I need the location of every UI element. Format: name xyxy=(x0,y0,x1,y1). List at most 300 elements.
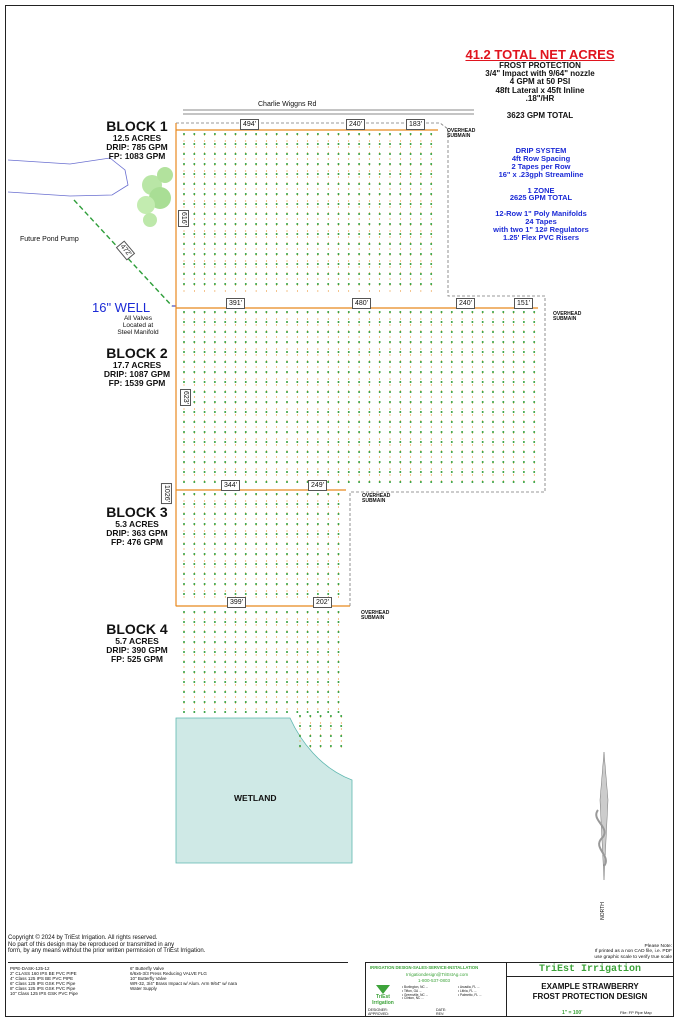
sprinkler-head xyxy=(441,441,443,443)
manifold-line: with two 1" 12# Regulators xyxy=(493,225,589,234)
sprinkler-head xyxy=(410,381,412,383)
sprinkler-head xyxy=(317,321,319,323)
sprinkler-head xyxy=(523,371,525,373)
sprinkler-head xyxy=(193,163,195,165)
sprinkler-head xyxy=(358,331,360,333)
block3-label xyxy=(100,505,174,546)
sprinkler-head xyxy=(224,471,226,473)
sprinkler-head xyxy=(399,143,401,145)
sprinkler-head xyxy=(204,421,206,423)
sprinkler-head xyxy=(410,471,412,473)
sprinkler-head xyxy=(338,493,340,495)
dim-label: 616' xyxy=(180,211,188,226)
office-line: • Lithia, FL ... xyxy=(458,988,477,993)
sprinkler-head xyxy=(245,461,247,463)
sprinkler-head xyxy=(389,253,391,255)
block2-label xyxy=(100,346,174,387)
sprinkler-head xyxy=(235,631,237,633)
sprinkler-head xyxy=(255,421,257,423)
sprinkler-head xyxy=(307,223,309,225)
sprinkler-head xyxy=(420,421,422,423)
sprinkler-head xyxy=(430,331,432,333)
sprinkler-head xyxy=(368,361,370,363)
sprinkler-head xyxy=(368,253,370,255)
sprinkler-head xyxy=(214,583,216,585)
sprinkler-head xyxy=(235,283,237,285)
sprinkler-head xyxy=(389,341,391,343)
sprinkler-head xyxy=(317,651,319,653)
sprinkler-head xyxy=(482,411,484,413)
sprinkler-head xyxy=(224,311,226,313)
sprinkler-head xyxy=(296,583,298,585)
sprinkler-head xyxy=(389,163,391,165)
sprinkler-head xyxy=(327,493,329,495)
sprinkler-head xyxy=(214,183,216,185)
sprinkler-head xyxy=(265,593,267,595)
sprinkler-head xyxy=(224,331,226,333)
sprinkler-head xyxy=(307,593,309,595)
sprinkler-head xyxy=(348,283,350,285)
sprinkler-head xyxy=(338,233,340,235)
sprinkler-head xyxy=(265,533,267,535)
sprinkler-head xyxy=(492,451,494,453)
sprinkler-head xyxy=(183,381,185,383)
sprinkler-head xyxy=(255,611,257,613)
sprinkler-head xyxy=(307,523,309,525)
sprinkler-head xyxy=(513,391,515,393)
sprinkler-head xyxy=(389,243,391,245)
sprinkler-head xyxy=(502,461,504,463)
sprinkler-head xyxy=(430,461,432,463)
sprinkler-head xyxy=(317,471,319,473)
sprinkler-head xyxy=(317,503,319,505)
sprinkler-head xyxy=(317,691,319,693)
sprinkler-head xyxy=(193,273,195,275)
sprinkler-head xyxy=(276,441,278,443)
sprinkler-head xyxy=(214,661,216,663)
sprinkler-head xyxy=(399,183,401,185)
sprinkler-head xyxy=(265,671,267,673)
sprinkler-head xyxy=(340,735,342,737)
sprinkler-head xyxy=(286,193,288,195)
sprinkler-head xyxy=(183,421,185,423)
sprinkler-head xyxy=(471,461,473,463)
sprinkler-head xyxy=(410,203,412,205)
sprinkler-head xyxy=(399,481,401,483)
sprinkler-head xyxy=(338,533,340,535)
sprinkler-head xyxy=(235,243,237,245)
block-name: BLOCK 1 xyxy=(106,118,168,134)
sprinkler-head xyxy=(338,563,340,565)
sprinkler-head xyxy=(286,611,288,613)
sprinkler-head xyxy=(389,441,391,443)
sprinkler-head xyxy=(358,273,360,275)
sprinkler-head xyxy=(255,543,257,545)
sprinkler-head xyxy=(204,451,206,453)
sprinkler-head xyxy=(245,543,247,545)
drip-system-notes xyxy=(466,147,616,242)
sprinkler-head xyxy=(296,431,298,433)
sprinkler-head xyxy=(317,401,319,403)
sprinkler-head xyxy=(193,533,195,535)
sprinkler-head xyxy=(183,263,185,265)
sprinkler-head xyxy=(368,341,370,343)
sprinkler-head xyxy=(358,173,360,175)
sprinkler-head xyxy=(296,681,298,683)
sprinkler-head xyxy=(471,431,473,433)
valves-line: Steel Manifold xyxy=(117,328,159,336)
sprinkler-head xyxy=(441,391,443,393)
sprinkler-head xyxy=(340,745,342,747)
sprinkler-head xyxy=(276,661,278,663)
sprinkler-head xyxy=(286,711,288,713)
sprinkler-head xyxy=(286,431,288,433)
title-line: EXAMPLE STRAWBERRY xyxy=(541,982,639,991)
sprinkler-head xyxy=(441,431,443,433)
sprinkler-head xyxy=(379,331,381,333)
sprinkler-head xyxy=(389,361,391,363)
sprinkler-head xyxy=(235,411,237,413)
sprinkler-head xyxy=(255,631,257,633)
sprinkler-head xyxy=(317,543,319,545)
sprinkler-head xyxy=(296,183,298,185)
sprinkler-head xyxy=(317,273,319,275)
sprinkler-head xyxy=(502,361,504,363)
sprinkler-head xyxy=(327,441,329,443)
sprinkler-head xyxy=(214,691,216,693)
sprinkler-head xyxy=(193,503,195,505)
block-fp: FP: 476 GPM xyxy=(111,536,163,547)
sprinkler-head xyxy=(379,451,381,453)
sprinkler-head xyxy=(307,451,309,453)
sprinkler-head xyxy=(348,381,350,383)
sprinkler-head xyxy=(317,421,319,423)
sprinkler-head xyxy=(410,213,412,215)
copyright-line: Copyright © 2024 by TriEst Irrigation. All rights reserved. xyxy=(8,935,158,941)
sprinkler-head xyxy=(317,701,319,703)
sprinkler-head xyxy=(296,153,298,155)
sprinkler-head xyxy=(441,311,443,313)
sprinkler-head xyxy=(307,193,309,195)
dim-label: 151' xyxy=(514,298,533,309)
sprinkler-head xyxy=(430,243,432,245)
sprinkler-head xyxy=(327,311,329,313)
sprinkler-head xyxy=(327,631,329,633)
sprinkler-head xyxy=(523,481,525,483)
sprinkler-head xyxy=(255,273,257,275)
sprinkler-head xyxy=(471,311,473,313)
sprinkler-head xyxy=(533,481,535,483)
sprinkler-head xyxy=(286,351,288,353)
sprinkler-head xyxy=(461,401,463,403)
sprinkler-head xyxy=(399,431,401,433)
sprinkler-head xyxy=(276,573,278,575)
sprinkler-head xyxy=(245,573,247,575)
sprinkler-head xyxy=(255,411,257,413)
tagline: IRRIGATION DESIGN-SALES-SERVICE-INSTALLATION xyxy=(370,965,479,970)
sprinkler-head xyxy=(204,553,206,555)
sprinkler-head xyxy=(420,461,422,463)
sprinkler-head xyxy=(193,371,195,373)
sprinkler-head xyxy=(368,283,370,285)
sprinkler-head xyxy=(255,471,257,473)
sprinkler-head xyxy=(410,321,412,323)
sprinkler-head xyxy=(327,523,329,525)
sprinkler-head xyxy=(235,493,237,495)
sprinkler-head xyxy=(430,183,432,185)
sprinkler-head xyxy=(214,421,216,423)
sprinkler-head xyxy=(451,421,453,423)
sprinkler-head xyxy=(245,401,247,403)
sprinkler-head xyxy=(338,611,340,613)
sprinkler-head xyxy=(441,421,443,423)
sprinkler-head xyxy=(276,651,278,653)
sprinkler-head xyxy=(338,543,340,545)
drawing-title xyxy=(507,982,673,1002)
sprinkler-head xyxy=(330,745,332,747)
sprinkler-head xyxy=(183,331,185,333)
sprinkler-head xyxy=(430,381,432,383)
sprinkler-head xyxy=(317,233,319,235)
sprinkler-head xyxy=(265,701,267,703)
sprinkler-head xyxy=(461,311,463,313)
sprinkler-head xyxy=(482,351,484,353)
sprinkler-head xyxy=(296,493,298,495)
sprinkler-head xyxy=(358,163,360,165)
sprinkler-head xyxy=(389,381,391,383)
sprinkler-head xyxy=(204,593,206,595)
sprinkler-head xyxy=(245,371,247,373)
sprinkler-head xyxy=(276,351,278,353)
sprinkler-head xyxy=(410,233,412,235)
manifold-line: 24 Tapes xyxy=(525,217,557,227)
sprinkler-head xyxy=(255,143,257,145)
sprinkler-head xyxy=(307,583,309,585)
sprinkler-head xyxy=(183,411,185,413)
sprinkler-head xyxy=(368,421,370,423)
sprinkler-head xyxy=(183,173,185,175)
sprinkler-head xyxy=(245,513,247,515)
sprinkler-head xyxy=(327,711,329,713)
sprinkler-head xyxy=(358,441,360,443)
sprinkler-head xyxy=(265,163,267,165)
sprinkler-head xyxy=(255,193,257,195)
sprinkler-head xyxy=(265,253,267,255)
sprinkler-head xyxy=(183,451,185,453)
sprinkler-head xyxy=(389,223,391,225)
sprinkler-head xyxy=(317,681,319,683)
sprinkler-head xyxy=(307,691,309,693)
sprinkler-head xyxy=(276,153,278,155)
sprinkler-head xyxy=(235,163,237,165)
sprinkler-head xyxy=(338,193,340,195)
sprinkler-head xyxy=(276,461,278,463)
sprinkler-head xyxy=(265,203,267,205)
legend-item: 10" Class 125 IPS GSK PVC Pipe xyxy=(10,991,78,996)
sprinkler-head xyxy=(265,283,267,285)
sprinkler-head xyxy=(389,143,391,145)
sprinkler-head xyxy=(451,391,453,393)
sprinkler-head xyxy=(245,593,247,595)
sprinkler-head xyxy=(410,431,412,433)
sprinkler-head xyxy=(379,471,381,473)
sprinkler-head xyxy=(327,253,329,255)
sprinkler-head xyxy=(317,621,319,623)
sprinkler-head xyxy=(286,621,288,623)
sprinkler-head xyxy=(368,183,370,185)
sprinkler-head xyxy=(183,153,185,155)
sprinkler-head xyxy=(276,583,278,585)
sprinkler-head xyxy=(368,193,370,195)
sprinkler-head xyxy=(502,411,504,413)
sprinkler-head xyxy=(420,253,422,255)
sprinkler-head xyxy=(513,431,515,433)
sprinkler-head xyxy=(204,381,206,383)
sprinkler-head xyxy=(224,611,226,613)
block-fp: FP: 525 GPM xyxy=(111,653,163,664)
sprinkler-head xyxy=(307,631,309,633)
sprinkler-head xyxy=(307,461,309,463)
sprinkler-head xyxy=(245,493,247,495)
sprinkler-head xyxy=(358,143,360,145)
sprinkler-head xyxy=(368,311,370,313)
sprinkler-head xyxy=(286,583,288,585)
sprinkler-head xyxy=(276,213,278,215)
sprinkler-head xyxy=(224,621,226,623)
sprinkler-head xyxy=(492,441,494,443)
sprinkler-head xyxy=(276,711,278,713)
sprinkler-head xyxy=(471,381,473,383)
sprinkler-head xyxy=(358,153,360,155)
sprinkler-head xyxy=(204,461,206,463)
sprinkler-head xyxy=(224,341,226,343)
sprinkler-head xyxy=(235,223,237,225)
sprinkler-head xyxy=(265,273,267,275)
sprinkler-head xyxy=(255,671,257,673)
sprinkler-head xyxy=(224,461,226,463)
title-block xyxy=(365,962,674,1017)
sprinkler-head xyxy=(348,341,350,343)
sprinkler-head xyxy=(358,341,360,343)
legend-item: 6" Class 125 IPS GSK PVC Pipe xyxy=(10,981,76,986)
sprinkler-head xyxy=(420,321,422,323)
sprinkler-head xyxy=(492,461,494,463)
sprinkler-head xyxy=(338,401,340,403)
sprinkler-head xyxy=(492,411,494,413)
block-drip: DRIP: 1087 GPM xyxy=(103,368,171,379)
sprinkler-head xyxy=(523,311,525,313)
sprinkler-head xyxy=(317,193,319,195)
sprinkler-head xyxy=(235,361,237,363)
sprinkler-head xyxy=(338,153,340,155)
sprinkler-head xyxy=(389,233,391,235)
sprinkler-head xyxy=(482,461,484,463)
sprinkler-head xyxy=(204,583,206,585)
sprinkler-head xyxy=(338,173,340,175)
sprinkler-head xyxy=(183,361,185,363)
sprinkler-head xyxy=(389,153,391,155)
office-line: • Tifton, GA ... xyxy=(402,988,422,993)
sprinkler-head xyxy=(286,543,288,545)
dim-label: 391' xyxy=(226,298,245,309)
sprinkler-head xyxy=(214,681,216,683)
sprinkler-head xyxy=(286,661,288,663)
sprinkler-head xyxy=(358,351,360,353)
sprinkler-head xyxy=(410,263,412,265)
sprinkler-head xyxy=(276,401,278,403)
sprinkler-head xyxy=(183,233,185,235)
legend-item: 10" Butterfly Valve xyxy=(130,976,167,981)
sprinkler-head xyxy=(183,311,185,313)
sprinkler-head xyxy=(235,273,237,275)
header-line: 48ft Lateral x 45ft Inline xyxy=(495,85,585,95)
sprinkler-head xyxy=(430,163,432,165)
sprinkler-head xyxy=(204,411,206,413)
sprinkler-head xyxy=(265,233,267,235)
sprinkler-head xyxy=(296,661,298,663)
sprinkler-head xyxy=(183,441,185,443)
sprinkler-head xyxy=(358,183,360,185)
dim-label: 480' xyxy=(352,298,371,309)
sprinkler-head xyxy=(451,371,453,373)
sprinkler-head xyxy=(214,193,216,195)
sprinkler-head xyxy=(399,381,401,383)
sprinkler-head xyxy=(265,471,267,473)
sprinkler-head xyxy=(245,233,247,235)
sprinkler-head xyxy=(338,273,340,275)
sprinkler-head xyxy=(348,371,350,373)
dim-label: 399' xyxy=(227,597,246,608)
sprinkler-head xyxy=(296,283,298,285)
sprinkler-head xyxy=(317,513,319,515)
sprinkler-head xyxy=(410,153,412,155)
sprinkler-head xyxy=(327,661,329,663)
sprinkler-head xyxy=(224,711,226,713)
header-line: FROST PROTECTION xyxy=(499,60,581,70)
sprinkler-head xyxy=(441,341,443,343)
sprinkler-head xyxy=(296,461,298,463)
sprinkler-head xyxy=(461,351,463,353)
sprinkler-head xyxy=(358,193,360,195)
sprinkler-head xyxy=(410,341,412,343)
sprinkler-head xyxy=(420,133,422,135)
sprinkler-head xyxy=(368,153,370,155)
sprinkler-head xyxy=(513,461,515,463)
sprinkler-head xyxy=(533,421,535,423)
sprinkler-head xyxy=(204,153,206,155)
sprinkler-head xyxy=(513,331,515,333)
sprinkler-head xyxy=(204,273,206,275)
sprinkler-head xyxy=(299,735,301,737)
sprinkler-head xyxy=(296,223,298,225)
sprinkler-head xyxy=(320,735,322,737)
sprinkler-head xyxy=(379,263,381,265)
sprinkler-head xyxy=(224,401,226,403)
zone-line: 1 ZONE xyxy=(527,185,555,195)
sprinkler-head xyxy=(317,153,319,155)
block-acres: 17.7 ACRES xyxy=(112,359,162,370)
sprinkler-head xyxy=(430,401,432,403)
sprinkler-head xyxy=(358,133,360,135)
sprinkler-head xyxy=(276,273,278,275)
sprinkler-head xyxy=(296,213,298,215)
sprinkler-head xyxy=(193,381,195,383)
sprinkler-head xyxy=(265,451,267,453)
sprinkler-head xyxy=(286,421,288,423)
sprinkler-head xyxy=(492,371,494,373)
sprinkler-head xyxy=(224,701,226,703)
sprinkler-head xyxy=(330,715,332,717)
